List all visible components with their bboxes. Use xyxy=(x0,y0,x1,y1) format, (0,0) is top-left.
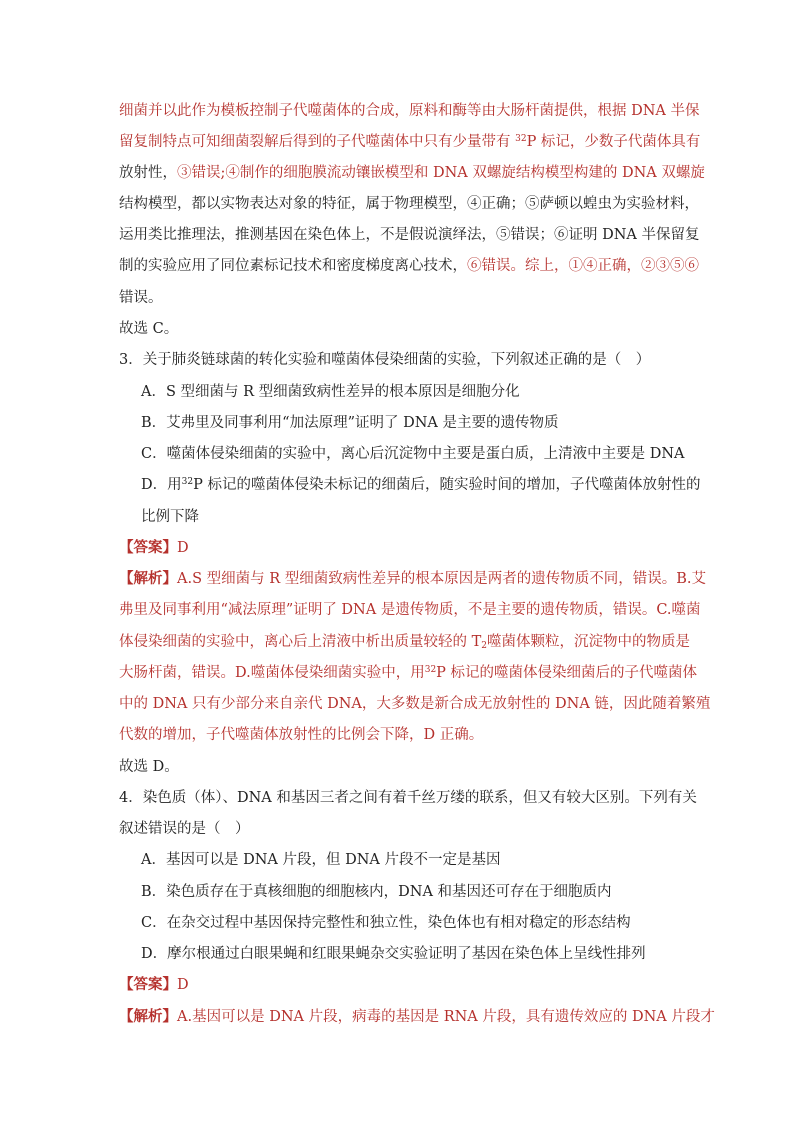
question-4-option-a: A．基因可以是 DNA 片段，但 DNA 片段不一定是基因 xyxy=(141,852,501,868)
question-3-analysis-line-5: 中的 DNA 只有少部分来自亲代 DNA，大多数是新合成无放射性的 DNA 链，因此随着繁殖 xyxy=(119,696,711,712)
question-4-option-c: C．在杂交过程中基因保持完整性和独立性，染色体也有相对稳定的形态结构 xyxy=(141,915,631,931)
analysis-continuation-line-3: 放射性，③错误;④制作的细胞膜流动镶嵌模型和 DNA 双螺旋结构模型构建的 DNA 双螺旋 xyxy=(119,165,705,181)
question-3-analysis-line-6: 代数的增加，子代噬菌体放射性的比例会下降，D 正确。 xyxy=(119,727,484,743)
analysis-continuation-line-4: 结构模型，都以实物表达对象的特征，属于物理模型，④正确；⑤萨顿以蝗虫为实验材料， xyxy=(119,196,699,212)
conclusion-c: 故选 C。 xyxy=(119,321,179,337)
question-3-analysis-line-4: 大肠杆菌，错误。D.噬菌体侵染细菌实验中，用$^{32}$P 标记的噬菌体侵染细菌后的子代噬菌体 xyxy=(119,665,698,681)
question-3-analysis-line-3: 体侵染细菌的实验中，离心后上清液中析出质量较轻的 $T_2$噬菌体颗粒，沉淀物中的物质是 xyxy=(119,634,691,651)
question-3-analysis-line-2: 弗里及同事利用“减法原理”证明了 DNA 是遗传物质，不是主要的遗传物质，错误。C.噬菌 xyxy=(119,602,701,618)
question-3-option-c: C．噬菌体侵染细菌的实验中，离心后沉淀物中主要是蛋白质，上清液中主要是 DNA xyxy=(141,446,685,462)
analysis-continuation-line-2: 留复制特点可知细菌裂解后得到的子代噬菌体中只有少量带有 $^{32}$P 标记，少数子代菌体具有 xyxy=(119,134,701,150)
analysis-continuation-line-6: 制的实验应用了同位素标记技术和密度梯度离心技术，⑥错误。综上，①④正确，②③⑤⑥ xyxy=(119,258,699,274)
question-4-stem-line-1: 4．染色质（体）、DNA 和基因三者之间有着千丝万缕的联系，但又有较大区别。下列有关 xyxy=(119,790,697,806)
question-4-option-d: D．摩尔根通过白眼果蝇和红眼果蝇杂交实验证明了基因在染色体上呈线性排列 xyxy=(141,946,646,962)
question-3-option-d: D．用$^{32}$P 标记的噬菌体侵染未标记的细菌后，随实验时间的增加，子代噬菌体放射性的 xyxy=(141,477,701,493)
question-3-option-b: B．艾弗里及同事利用“加法原理”证明了 DNA 是主要的遗传物质 xyxy=(141,415,559,431)
question-3-analysis-line-1: 【解析】A.S 型细菌与 R 型细菌致病性差异的根本原因是两者的遗传物质不同，错误。B.艾 xyxy=(119,570,707,587)
analysis-continuation-line-7: 错误。 xyxy=(119,290,163,306)
question-3-option-a: A．S 型细菌与 R 型细菌致病性差异的根本原因是细胞分化 xyxy=(141,384,520,400)
question-4-analysis-line-1: 【解析】A.基因可以是 DNA 片段，病毒的基因是 RNA 片段，具有遗传效应的 DNA 片段才 xyxy=(119,1008,715,1025)
question-4-option-b: B．染色质存在于真核细胞的细胞核内，DNA 和基因还可存在于细胞质内 xyxy=(141,884,612,900)
question-3-answer: 【答案】D xyxy=(119,539,189,556)
question-3-stem: 3．关于肺炎链球菌的转化实验和噬菌体侵染细菌的实验，下列叙述正确的是（ ） xyxy=(119,352,651,368)
question-3-conclusion: 故选 D。 xyxy=(119,759,179,775)
question-4-stem-line-2: 叙述错误的是（ ） xyxy=(119,821,250,837)
analysis-continuation-line-1: 细菌并以此作为模板控制子代噬菌体的合成，原料和酶等由大肠杆菌提供，根据 DNA 半保 xyxy=(119,103,700,119)
question-4-answer: 【答案】D xyxy=(119,976,189,993)
question-3-option-d-cont: 比例下降 xyxy=(141,509,199,525)
analysis-continuation-line-5: 运用类比推理法，推测基因在染色体上，不是假说演绎法，⑤错误；⑥证明 DNA 半保留复 xyxy=(119,227,700,243)
